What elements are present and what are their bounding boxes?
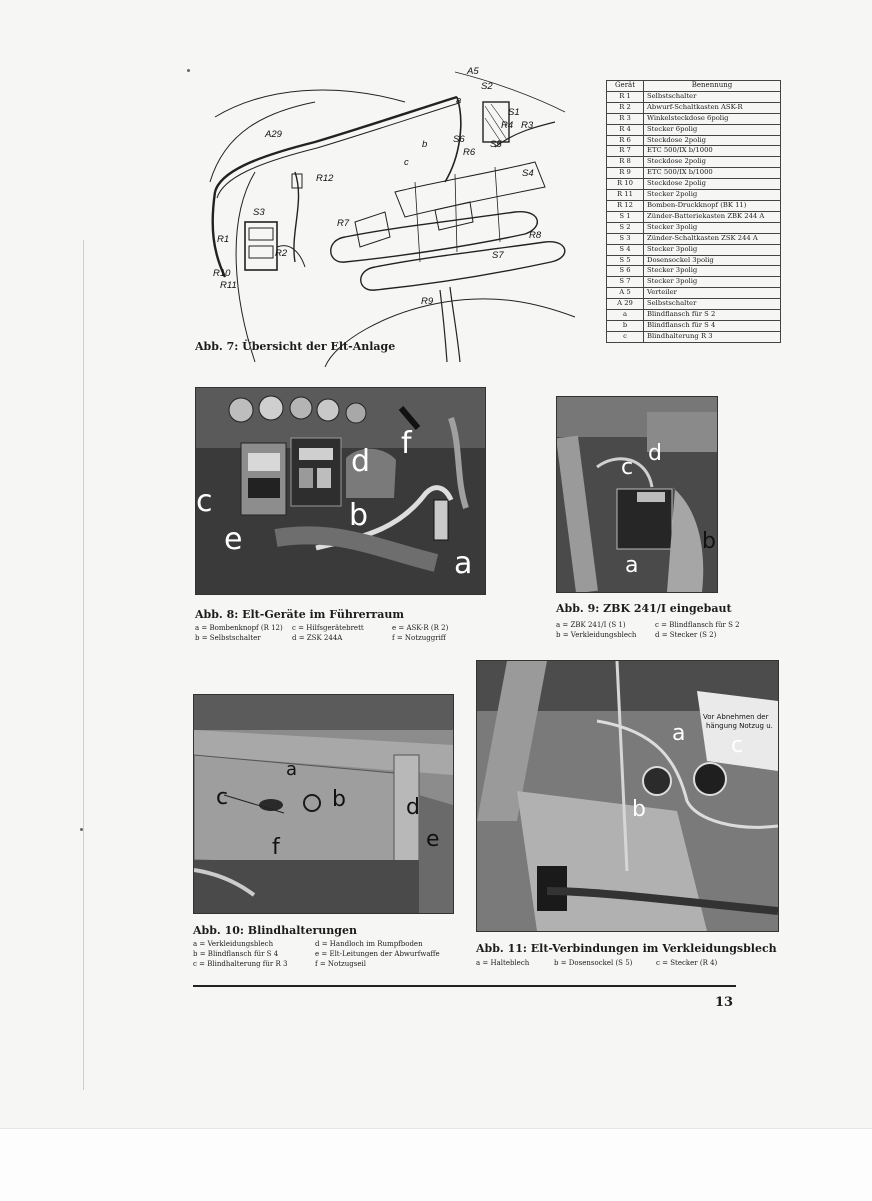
fig7-caption: Abb. 7: Übersicht der Elt-Anlage — [195, 340, 396, 353]
fig7-label-s4: S4 — [522, 168, 534, 179]
benennung-cell: Blindflansch für S 2 — [644, 310, 781, 321]
fig10-caption: Abb. 10: Blindhalterungen — [193, 924, 357, 937]
fig7-label-r12: R12 — [316, 173, 334, 184]
table-row — [607, 233, 781, 244]
fig8-legend — [195, 623, 495, 645]
geraet-cell: S 3 — [607, 233, 644, 244]
fig9-label-a: a — [625, 553, 639, 578]
fig9-legend — [556, 620, 776, 642]
fig10-label-d: d — [406, 795, 420, 820]
parts-table-col-geraet: Gerät — [607, 81, 644, 92]
table-row — [607, 146, 781, 157]
table-row — [607, 179, 781, 190]
geraet-cell: S 4 — [607, 244, 644, 255]
table-row — [607, 266, 781, 277]
fig11-legend-b: b = Dosensockel (S 5) — [554, 959, 633, 967]
fig8-legend-c: c = Hilfsgerätebrett — [292, 624, 364, 632]
fig7-label-r11: R11 — [220, 280, 237, 291]
fig7-label-r1: R1 — [217, 234, 230, 245]
table-row — [607, 157, 781, 168]
geraet-cell: b — [607, 320, 644, 331]
fig8-legend-e: e = ASK-R (R 2) — [392, 624, 449, 632]
fig10-label-e: e — [426, 827, 440, 852]
table-row — [607, 277, 781, 288]
fig8-legend-b: b = Selbstschalter — [195, 634, 261, 642]
parts-table-header-row — [607, 81, 781, 92]
scan-bottom-margin — [0, 1128, 872, 1201]
fig7-label-s6: S6 — [453, 134, 465, 145]
fig10-legend-a: a = Verkleidungsblech — [193, 940, 274, 948]
fig8-legend-d: d = ZSK 244A — [292, 634, 343, 642]
geraet-cell: S 5 — [607, 255, 644, 266]
table-row — [607, 102, 781, 113]
fig10-legend-c: c = Blindhalterung für R 3 — [193, 960, 288, 968]
fig8-legend-a: a = Bombenknopf (R 12) — [195, 624, 283, 632]
fig11-photo — [476, 660, 779, 932]
footer-rule — [193, 985, 736, 987]
table-row — [607, 124, 781, 135]
fig10-legend-f: f = Notzugseil — [315, 960, 366, 968]
table-row — [607, 310, 781, 321]
table-row — [607, 331, 781, 342]
geraet-cell: R 2 — [607, 102, 644, 113]
binding-margin-line — [83, 240, 84, 1090]
table-row — [607, 190, 781, 201]
benennung-cell: Zünder-Batteriekasten ZBK 244 A — [644, 211, 781, 222]
benennung-cell: Steckdose 2polig — [644, 135, 781, 146]
fig7-label-r3: R3 — [521, 120, 534, 131]
benennung-cell: ETC 500/IX b/1000 — [644, 146, 781, 157]
fig8-photo — [195, 387, 486, 595]
fig11-legend-a: a = Halteblech — [476, 959, 530, 967]
geraet-cell: R 7 — [607, 146, 644, 157]
fig7-label-r8: R8 — [529, 230, 542, 241]
table-row — [607, 211, 781, 222]
benennung-cell: Stecker 3polig — [644, 222, 781, 233]
geraet-cell: R 3 — [607, 113, 644, 124]
fig9-label-b: b — [702, 529, 716, 554]
fig8-label-c: c — [196, 484, 213, 519]
table-row — [607, 288, 781, 299]
fig7-diagram — [195, 62, 580, 367]
benennung-cell: Dosensockel 3polig — [644, 255, 781, 266]
table-row — [607, 200, 781, 211]
fig8-label-b: b — [349, 498, 369, 533]
fig11-photo-art — [477, 661, 778, 931]
table-row — [607, 168, 781, 179]
fig7-label-r7: R7 — [337, 218, 350, 229]
fig9-legend-b: b = Verkleidungsblech — [556, 631, 637, 639]
scan-speck — [80, 828, 83, 831]
fig7-label-s1: S1 — [508, 107, 520, 118]
fig9-legend-d: d = Stecker (S 2) — [655, 631, 717, 639]
fig7-label-b: b — [422, 139, 428, 150]
fig8-photo-art — [196, 388, 485, 594]
fig7-label-s2: S2 — [481, 81, 493, 92]
geraet-cell: R 4 — [607, 124, 644, 135]
benennung-cell: Zünder-Schaltkasten ZSK 244 A — [644, 233, 781, 244]
benennung-cell: Steckdose 2polig — [644, 157, 781, 168]
fig7-label-a29: A29 — [265, 129, 282, 140]
fig11-label-b: b — [632, 797, 646, 822]
fig11-legend — [476, 958, 776, 970]
fig8-label-a: a — [454, 546, 473, 581]
geraet-cell: R 12 — [607, 200, 644, 211]
fig8-label-e: e — [224, 522, 243, 557]
geraet-cell: A 29 — [607, 299, 644, 310]
benennung-cell: Stecker 2polig — [644, 190, 781, 201]
fig7-drawing — [195, 62, 580, 367]
fig10-legend-b: b = Blindflansch für S 4 — [193, 950, 279, 958]
geraet-cell: S 7 — [607, 277, 644, 288]
fig7-label-s3: S3 — [253, 207, 265, 218]
benennung-cell: Stecker 3polig — [644, 266, 781, 277]
benennung-cell: Stecker 6polig — [644, 124, 781, 135]
fig11-legend-c: c = Stecker (R 4) — [656, 959, 718, 967]
fig7-label-a: a — [456, 95, 462, 106]
table-row — [607, 255, 781, 266]
benennung-cell: Verteiler — [644, 288, 781, 299]
parts-table — [606, 80, 781, 343]
geraet-cell: a — [607, 310, 644, 321]
fig7-label-r2: R2 — [275, 248, 288, 259]
scan-speck — [187, 69, 190, 72]
geraet-cell: R 11 — [607, 190, 644, 201]
fig10-label-c: c — [216, 785, 229, 810]
geraet-cell: S 2 — [607, 222, 644, 233]
benennung-cell: Blindhalterung R 3 — [644, 331, 781, 342]
fig8-label-f: f — [401, 426, 412, 461]
geraet-cell: R 1 — [607, 91, 644, 102]
table-row — [607, 244, 781, 255]
fig9-label-d: d — [648, 441, 662, 466]
fig11-label-c: c — [731, 733, 744, 758]
benennung-cell: Abwurf-Schaltkasten ASK-R — [644, 102, 781, 113]
fig9-caption: Abb. 9: ZBK 241/I eingebaut — [556, 602, 732, 615]
fig7-label-r6: R6 — [463, 147, 476, 158]
fig8-label-d: d — [351, 444, 371, 479]
fig9-label-c: c — [621, 455, 634, 480]
geraet-cell: A 5 — [607, 288, 644, 299]
fig10-label-a: a — [286, 759, 298, 780]
fig10-photo — [193, 694, 454, 914]
table-row — [607, 91, 781, 102]
fig7-label-c: c — [404, 157, 409, 168]
fig7-label-s7: S7 — [492, 250, 504, 261]
fig10-legend-d: d = Handloch im Rumpfboden — [315, 940, 423, 948]
fig7-label-r9: R9 — [421, 296, 434, 307]
fig11-label-a: a — [672, 721, 686, 746]
benennung-cell: Winkelsteckdose 6polig — [644, 113, 781, 124]
geraet-cell: R 9 — [607, 168, 644, 179]
fig9-legend-a: a = ZBK 241/I (S 1) — [556, 621, 626, 629]
geraet-cell: R 8 — [607, 157, 644, 168]
fig7-label-s5: S5 — [490, 139, 502, 150]
table-row — [607, 299, 781, 310]
fig11-caption: Abb. 11: Elt-Verbindungen im Verkleidungsblech — [476, 942, 777, 955]
fig7-label-a5: A5 — [467, 66, 479, 77]
geraet-cell: R 10 — [607, 179, 644, 190]
fig10-label-f: f — [272, 835, 280, 860]
geraet-cell: c — [607, 331, 644, 342]
fig9-legend-c: c = Blindflansch für S 2 — [655, 621, 740, 629]
benennung-cell: Stecker 3polig — [644, 277, 781, 288]
fig11-note-line1: Vor Abnehmen der — [703, 713, 769, 721]
table-row — [607, 113, 781, 124]
benennung-cell: Selbstschalter — [644, 91, 781, 102]
geraet-cell: S 1 — [607, 211, 644, 222]
fig8-caption: Abb. 8: Elt-Geräte im Führerraum — [195, 608, 404, 621]
fig9-photo — [556, 396, 718, 593]
fig11-note-line2: hängung Notzug u. — [706, 722, 773, 730]
table-row — [607, 222, 781, 233]
geraet-cell: S 6 — [607, 266, 644, 277]
fig8-legend-f: f = Notzuggriff — [392, 634, 446, 642]
benennung-cell: Blindflansch für S 4 — [644, 320, 781, 331]
fig10-legend-e: e = Elt-Leitungen der Abwurfwaffe — [315, 950, 440, 958]
fig7-label-r4: R4 — [501, 120, 514, 131]
parts-table-col-benennung: Benennung — [644, 81, 781, 92]
fig10-label-b: b — [332, 787, 346, 812]
page-number: 13 — [715, 995, 734, 1010]
geraet-cell: R 6 — [607, 135, 644, 146]
fig7-label-r10: R10 — [213, 268, 231, 279]
table-row — [607, 135, 781, 146]
benennung-cell: Bomben-Druckknopf (BK 11) — [644, 200, 781, 211]
benennung-cell: Stecker 3polig — [644, 244, 781, 255]
fig10-legend — [193, 939, 483, 971]
benennung-cell: Selbstschalter — [644, 299, 781, 310]
table-row — [607, 320, 781, 331]
benennung-cell: ETC 500/IX b/1000 — [644, 168, 781, 179]
benennung-cell: Steckdose 2polig — [644, 179, 781, 190]
